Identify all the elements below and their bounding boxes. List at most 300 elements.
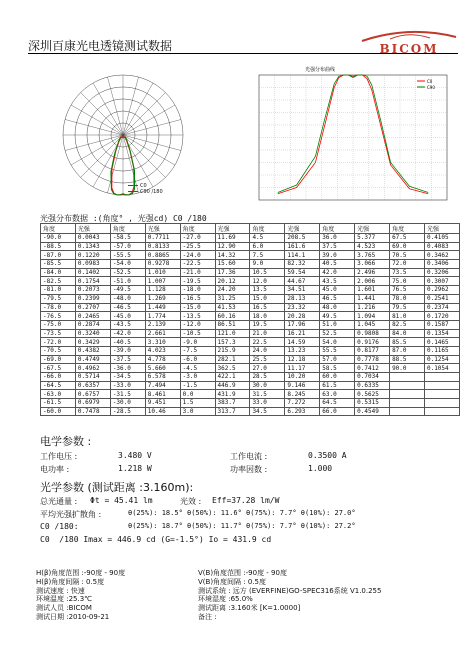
table-row xyxy=(41,373,460,382)
table-cell: 21.0 xyxy=(250,329,285,338)
table-cell: -69.0 xyxy=(41,355,76,364)
table-cell: 0.9278 xyxy=(145,260,180,269)
table-cell: 9.451 xyxy=(145,399,180,408)
table-cell: 3.310 xyxy=(145,338,180,347)
table-cell: 66.0 xyxy=(320,407,355,416)
table-cell: 55.5 xyxy=(320,346,355,355)
table-cell: -9.0 xyxy=(180,338,215,347)
table-cell: 34.5 xyxy=(250,407,285,416)
table-row xyxy=(41,251,460,260)
table-cell: 4.5 xyxy=(250,234,285,243)
table-cell: 2.139 xyxy=(145,320,180,329)
table-header-cell: 角度 xyxy=(180,224,215,234)
intensity-curve-chart xyxy=(245,63,460,213)
table-cell: 0.4105 xyxy=(424,234,459,243)
table-cell: 31.5 xyxy=(250,390,285,399)
table-cell xyxy=(424,373,459,382)
beam-angle-values: θ(25%): 18.5° θ(50%): 11.6° θ(75%): 7.7° θ(10%): 27.0° xyxy=(128,509,356,517)
table-cell: 0.1165 xyxy=(424,346,459,355)
table-cell: -54.0 xyxy=(110,260,145,269)
table-row xyxy=(41,260,460,269)
table-cell: 0.4962 xyxy=(75,364,110,373)
condition-line: 测试日期 :2010-09-21 xyxy=(36,612,110,621)
voltage-value: 3.480 V xyxy=(118,451,152,460)
table-cell: -61.5 xyxy=(41,399,76,408)
table-cell: -85.5 xyxy=(41,260,76,269)
table-cell xyxy=(390,390,425,399)
table-cell: 0.3462 xyxy=(424,251,459,260)
table-header-cell: 角度 xyxy=(110,224,145,234)
table-cell: 30.0 xyxy=(250,381,285,390)
table-cell: 0.3240 xyxy=(75,329,110,338)
table-cell: 0.9176 xyxy=(355,338,390,347)
header-divider xyxy=(28,53,458,54)
table-cell: 75.0 xyxy=(390,277,425,286)
table-header-cell: 光强 xyxy=(215,224,250,234)
table-cell: 43.5 xyxy=(320,277,355,286)
table-cell: 1.449 xyxy=(145,303,180,312)
table-caption: 光强分布数据 :(角度° , 光强cd) C0 /180 xyxy=(40,214,207,223)
table-cell: 16.5 xyxy=(250,303,285,312)
table-cell: 1.601 xyxy=(355,286,390,295)
table-cell: 69.0 xyxy=(390,242,425,251)
table-cell: 63.0 xyxy=(320,390,355,399)
table-cell: 2.661 xyxy=(145,329,180,338)
table-cell: 58.5 xyxy=(320,364,355,373)
table-cell: 12.90 xyxy=(215,242,250,251)
table-cell: 0.5315 xyxy=(355,399,390,408)
table-cell: 0.1354 xyxy=(424,329,459,338)
table-cell: 37.5 xyxy=(320,242,355,251)
table-cell: 90.0 xyxy=(390,364,425,373)
table-cell: -28.5 xyxy=(110,407,145,416)
table-cell: -63.0 xyxy=(41,390,76,399)
table-cell: 79.5 xyxy=(390,303,425,312)
table-cell: 0.9808 xyxy=(355,329,390,338)
table-cell: 70.5 xyxy=(390,251,425,260)
flux-label: 总光通量 : xyxy=(40,497,78,506)
table-cell: 22.5 xyxy=(250,338,285,347)
intensity-data-table xyxy=(40,223,460,416)
table-cell: 446.9 xyxy=(215,381,250,390)
table-cell: 40.5 xyxy=(320,260,355,269)
table-cell: 59.54 xyxy=(285,268,320,277)
table-row xyxy=(41,234,460,243)
condition-line: V(B)角度间隔 : 0.5度 xyxy=(198,577,266,586)
table-cell: -81.0 xyxy=(41,286,76,295)
table-cell: -18.0 xyxy=(180,286,215,295)
table-row xyxy=(41,277,460,286)
table-cell: 81.0 xyxy=(390,312,425,321)
table-cell: -37.5 xyxy=(110,355,145,364)
table-cell: 3.765 xyxy=(355,251,390,260)
table-cell: 6.293 xyxy=(285,407,320,416)
table-cell: 0.8133 xyxy=(145,242,180,251)
table-cell: 0.2465 xyxy=(75,312,110,321)
table-cell: 49.5 xyxy=(320,312,355,321)
table-cell: 0.0043 xyxy=(75,234,110,243)
table-cell: 0.2962 xyxy=(424,286,459,295)
table-cell: 0.3429 xyxy=(75,338,110,347)
table-cell: 34.51 xyxy=(285,286,320,295)
table-cell: 86.51 xyxy=(215,320,250,329)
table-cell: 24.20 xyxy=(215,286,250,295)
table-cell: 85.5 xyxy=(390,338,425,347)
table-cell: -24.0 xyxy=(180,251,215,260)
table-cell xyxy=(424,381,459,390)
table-cell: 11.17 xyxy=(285,364,320,373)
table-cell: -57.0 xyxy=(110,242,145,251)
polar-legend-item: C0 xyxy=(128,183,163,189)
table-cell: -1.5 xyxy=(180,381,215,390)
table-cell: -46.5 xyxy=(110,303,145,312)
table-cell: -27.0 xyxy=(180,234,215,243)
table-cell: -19.5 xyxy=(180,277,215,286)
table-cell: 215.9 xyxy=(215,346,250,355)
table-cell: -75.0 xyxy=(41,320,76,329)
table-row xyxy=(41,294,460,303)
table-cell: 4.023 xyxy=(145,346,180,355)
table-cell: -43.5 xyxy=(110,320,145,329)
table-cell: -55.5 xyxy=(110,251,145,260)
table-cell: 0.5625 xyxy=(355,390,390,399)
table-cell: 4.778 xyxy=(145,355,180,364)
table-cell: 0.7412 xyxy=(355,364,390,373)
table-cell: 45.0 xyxy=(320,286,355,295)
table-cell: 0.4749 xyxy=(75,355,110,364)
table-cell xyxy=(390,381,425,390)
table-cell: 48.0 xyxy=(320,303,355,312)
table-cell: 157.3 xyxy=(215,338,250,347)
power-value: 1.218 W xyxy=(118,464,152,473)
optical-section-title: 光学参数 (测试距离 :3.160m): xyxy=(40,481,194,494)
table-cell: -13.5 xyxy=(180,312,215,321)
table-cell: 1.5 xyxy=(180,399,215,408)
table-cell: 121.0 xyxy=(215,329,250,338)
table-cell: -49.5 xyxy=(110,286,145,295)
table-cell: 82.32 xyxy=(285,260,320,269)
polar-legend-item: C90 /180 xyxy=(128,189,163,195)
table-cell: -45.0 xyxy=(110,312,145,321)
table-cell: 0.1402 xyxy=(75,268,110,277)
table-cell: 5.660 xyxy=(145,364,180,373)
table-cell xyxy=(424,399,459,408)
table-cell: 1.010 xyxy=(145,268,180,277)
table-cell: 10.20 xyxy=(285,373,320,382)
table-row xyxy=(41,407,460,416)
table-cell: 1.216 xyxy=(355,303,390,312)
table-cell: 10.46 xyxy=(145,407,180,416)
table-cell: 0.1720 xyxy=(424,312,459,321)
table-cell: -7.5 xyxy=(180,346,215,355)
table-cell: 0.1465 xyxy=(424,338,459,347)
table-cell: 17.36 xyxy=(215,268,250,277)
table-row xyxy=(41,399,460,408)
table-cell: 0.4549 xyxy=(355,407,390,416)
polar-legend xyxy=(128,183,163,195)
table-cell: -51.0 xyxy=(110,277,145,286)
table-cell: 76.5 xyxy=(390,286,425,295)
table-row xyxy=(41,381,460,390)
table-cell: 8.461 xyxy=(145,390,180,399)
flux-value: Φt = 45.41 lm xyxy=(90,496,153,505)
table-cell: 13.5 xyxy=(250,286,285,295)
condition-line: 测试速度 : 快速 xyxy=(36,586,85,595)
table-cell: 36.0 xyxy=(320,234,355,243)
table-cell: -60.0 xyxy=(41,407,76,416)
table-cell: 44.67 xyxy=(285,277,320,286)
curve-legend-label: C0 xyxy=(427,79,433,84)
table-header-cell: 光强 xyxy=(75,224,110,234)
current-label: 工作电流 : xyxy=(230,452,268,461)
table-cell: 4.523 xyxy=(355,242,390,251)
table-cell: 2.496 xyxy=(355,268,390,277)
table-cell: 313.7 xyxy=(215,407,250,416)
table-cell: -70.5 xyxy=(41,346,76,355)
table-row xyxy=(41,303,460,312)
power-factor-label: 功率因数 : xyxy=(230,465,268,474)
table-cell: 0.6979 xyxy=(75,399,110,408)
table-header-cell: 光强 xyxy=(424,224,459,234)
table-cell: 31.25 xyxy=(215,294,250,303)
table-cell: 2.006 xyxy=(355,277,390,286)
table-cell: 0.6335 xyxy=(355,381,390,390)
table-cell: 14.59 xyxy=(285,338,320,347)
table-cell: 18.0 xyxy=(250,312,285,321)
table-cell: -21.0 xyxy=(180,268,215,277)
electrical-section-title: 电学参数 : xyxy=(40,435,92,448)
condition-line: 环境湿度 :65.0% xyxy=(198,595,253,604)
table-cell: 72.0 xyxy=(390,260,425,269)
table-row xyxy=(41,312,460,321)
table-cell: 7.5 xyxy=(250,251,285,260)
table-cell: 82.5 xyxy=(390,320,425,329)
table-cell: 0.1343 xyxy=(75,242,110,251)
table-cell: 1.269 xyxy=(145,294,180,303)
table-cell: -42.0 xyxy=(110,329,145,338)
table-cell: 161.6 xyxy=(285,242,320,251)
logo-text: BICOM xyxy=(379,42,439,56)
table-cell: 0.2399 xyxy=(75,294,110,303)
table-row xyxy=(41,242,460,251)
table-cell: -10.5 xyxy=(180,329,215,338)
table-header-cell: 角度 xyxy=(41,224,76,234)
table-cell: 10.5 xyxy=(250,268,285,277)
logo-swoosh-icon xyxy=(360,29,458,43)
table-cell: 87.0 xyxy=(390,346,425,355)
table-header-cell: 光强 xyxy=(145,224,180,234)
table-cell: -90.0 xyxy=(41,234,76,243)
table-cell: 0.8177 xyxy=(355,346,390,355)
table-cell: 0.2707 xyxy=(75,303,110,312)
table-cell: 84.0 xyxy=(390,329,425,338)
table-cell: 0.3007 xyxy=(424,277,459,286)
table-row xyxy=(41,364,460,373)
table-cell: -4.5 xyxy=(180,364,215,373)
table-cell: 15.60 xyxy=(215,260,250,269)
table-cell: -48.0 xyxy=(110,294,145,303)
table-cell: 15.0 xyxy=(250,294,285,303)
table-cell xyxy=(390,399,425,408)
table-cell: 16.21 xyxy=(285,329,320,338)
table-cell: 114.1 xyxy=(285,251,320,260)
table-cell: 208.5 xyxy=(285,234,320,243)
table-cell xyxy=(424,390,459,399)
table-cell: 0.7711 xyxy=(145,234,180,243)
table-cell: 19.5 xyxy=(250,320,285,329)
table-cell: 0.2073 xyxy=(75,286,110,295)
table-cell: 60.0 xyxy=(320,373,355,382)
table-cell: 60.16 xyxy=(215,312,250,321)
c0-angle-label: C0 /180: xyxy=(40,522,79,531)
table-cell: 7.272 xyxy=(285,399,320,408)
table-cell: 383.7 xyxy=(215,399,250,408)
table-cell: 282.1 xyxy=(215,355,250,364)
polar-distribution-chart xyxy=(28,65,218,205)
table-cell: 67.5 xyxy=(390,234,425,243)
condition-line: 测试距离 :3.160米 [K=1.0000] xyxy=(198,604,301,613)
voltage-label: 工作电压 : xyxy=(40,452,78,461)
table-cell: -31.5 xyxy=(110,390,145,399)
table-cell: 0.7034 xyxy=(355,373,390,382)
table-cell: 64.5 xyxy=(320,399,355,408)
table-cell: 0.3406 xyxy=(424,260,459,269)
table-cell: 61.5 xyxy=(320,381,355,390)
table-cell: 73.5 xyxy=(390,268,425,277)
table-cell: 6.0 xyxy=(250,242,285,251)
table-cell: 9.0 xyxy=(250,260,285,269)
table-row xyxy=(41,338,460,347)
table-cell: -15.0 xyxy=(180,303,215,312)
table-cell: -87.0 xyxy=(41,251,76,260)
table-cell: 33.0 xyxy=(250,399,285,408)
table-cell: 9.146 xyxy=(285,381,320,390)
table-cell: 25.5 xyxy=(250,355,285,364)
table-cell: 431.9 xyxy=(215,390,250,399)
beam-angle-label: 平均光强扩散角 : xyxy=(40,510,102,519)
table-cell: -33.0 xyxy=(110,381,145,390)
table-row xyxy=(41,286,460,295)
table-cell: -82.5 xyxy=(41,277,76,286)
table-cell xyxy=(424,407,459,416)
table-cell: 0.2541 xyxy=(424,294,459,303)
table-row xyxy=(41,320,460,329)
table-header-row xyxy=(41,224,460,234)
table-cell: 46.5 xyxy=(320,294,355,303)
curve-legend-label: C90 xyxy=(427,85,435,90)
table-cell: -73.5 xyxy=(41,329,76,338)
table-cell: 17.96 xyxy=(285,320,320,329)
table-cell: 422.1 xyxy=(215,373,250,382)
table-cell: 362.5 xyxy=(215,364,250,373)
table-cell xyxy=(390,373,425,382)
table-cell: -16.5 xyxy=(180,294,215,303)
condition-line: 测试人员 :BICOM xyxy=(36,604,92,613)
table-header-cell: 角度 xyxy=(320,224,355,234)
condition-line: 环境温度 :25.3℃ xyxy=(36,595,93,604)
table-cell: 28.13 xyxy=(285,294,320,303)
table-cell: -25.5 xyxy=(180,242,215,251)
table-cell: 20.12 xyxy=(215,277,250,286)
table-cell: -30.0 xyxy=(110,399,145,408)
table-cell: 3.066 xyxy=(355,260,390,269)
table-cell: -22.5 xyxy=(180,260,215,269)
table-cell: 0.6357 xyxy=(75,381,110,390)
table-cell: 1.128 xyxy=(145,286,180,295)
table-cell: -64.5 xyxy=(41,381,76,390)
imax-summary: C0 /180 Imax = 446.9 cd (G=-1.5°) Io = 431.9 cd xyxy=(40,535,272,544)
table-header-cell: 光强 xyxy=(355,224,390,234)
table-cell: 7.494 xyxy=(145,381,180,390)
table-header-cell: 角度 xyxy=(390,224,425,234)
table-cell xyxy=(390,407,425,416)
power-label: 电功率 : xyxy=(40,465,70,474)
table-cell: -88.5 xyxy=(41,242,76,251)
table-cell: -12.0 xyxy=(180,320,215,329)
table-cell: 1.007 xyxy=(145,277,180,286)
table-cell: 0.2874 xyxy=(75,320,110,329)
table-cell: 0.1587 xyxy=(424,320,459,329)
table-cell: -67.5 xyxy=(41,364,76,373)
curve-chart-title: 光强分布曲线 xyxy=(305,67,336,73)
table-cell: 0.5714 xyxy=(75,373,110,382)
c0-angle-values: θ(25%): 18.7° θ(50%): 11.7° θ(75%): 7.7° θ(10%): 27.2° xyxy=(128,522,356,530)
condition-line: V(B)角度范围 :-90度 - 90度 xyxy=(198,569,287,577)
table-row xyxy=(41,268,460,277)
table-cell: 11.69 xyxy=(215,234,250,243)
table-cell: 0.4382 xyxy=(75,346,110,355)
table-cell: -52.5 xyxy=(110,268,145,277)
current-value: 0.3500 A xyxy=(308,451,347,460)
table-cell: 1.094 xyxy=(355,312,390,321)
table-cell: -40.5 xyxy=(110,338,145,347)
table-cell: 0.1754 xyxy=(75,277,110,286)
table-cell: 41.53 xyxy=(215,303,250,312)
table-cell: 52.5 xyxy=(320,329,355,338)
table-cell: 0.2374 xyxy=(424,303,459,312)
table-cell: 51.0 xyxy=(320,320,355,329)
table-cell: 23.32 xyxy=(285,303,320,312)
table-cell: 0.7778 xyxy=(355,355,390,364)
table-cell: 57.0 xyxy=(320,355,355,364)
table-cell: 1.045 xyxy=(355,320,390,329)
table-cell: 0.3206 xyxy=(424,268,459,277)
table-cell: 28.5 xyxy=(250,373,285,382)
table-cell: 39.0 xyxy=(320,251,355,260)
table-row xyxy=(41,346,460,355)
table-cell: 12.0 xyxy=(250,277,285,286)
table-row xyxy=(41,355,460,364)
test-conditions-left xyxy=(36,569,125,622)
power-factor-value: 1.000 xyxy=(308,464,333,473)
condition-line: 备注 : xyxy=(198,612,217,621)
table-cell: 0.1054 xyxy=(424,364,459,373)
table-cell: 0.1220 xyxy=(75,251,110,260)
table-cell: -34.5 xyxy=(110,373,145,382)
table-cell: 0.1254 xyxy=(424,355,459,364)
table-cell: -66.0 xyxy=(41,373,76,382)
table-cell: -76.5 xyxy=(41,312,76,321)
table-header-cell: 光强 xyxy=(285,224,320,234)
efficacy-value: Eff=37.28 lm/W xyxy=(212,496,280,505)
table-cell: -72.0 xyxy=(41,338,76,347)
table-cell: 27.0 xyxy=(250,364,285,373)
table-cell: 54.0 xyxy=(320,338,355,347)
table-cell: 1.774 xyxy=(145,312,180,321)
table-cell: 14.32 xyxy=(215,251,250,260)
table-cell: 24.0 xyxy=(250,346,285,355)
condition-line: H(β)角度范围 :-90度 - 90度 xyxy=(36,569,126,577)
